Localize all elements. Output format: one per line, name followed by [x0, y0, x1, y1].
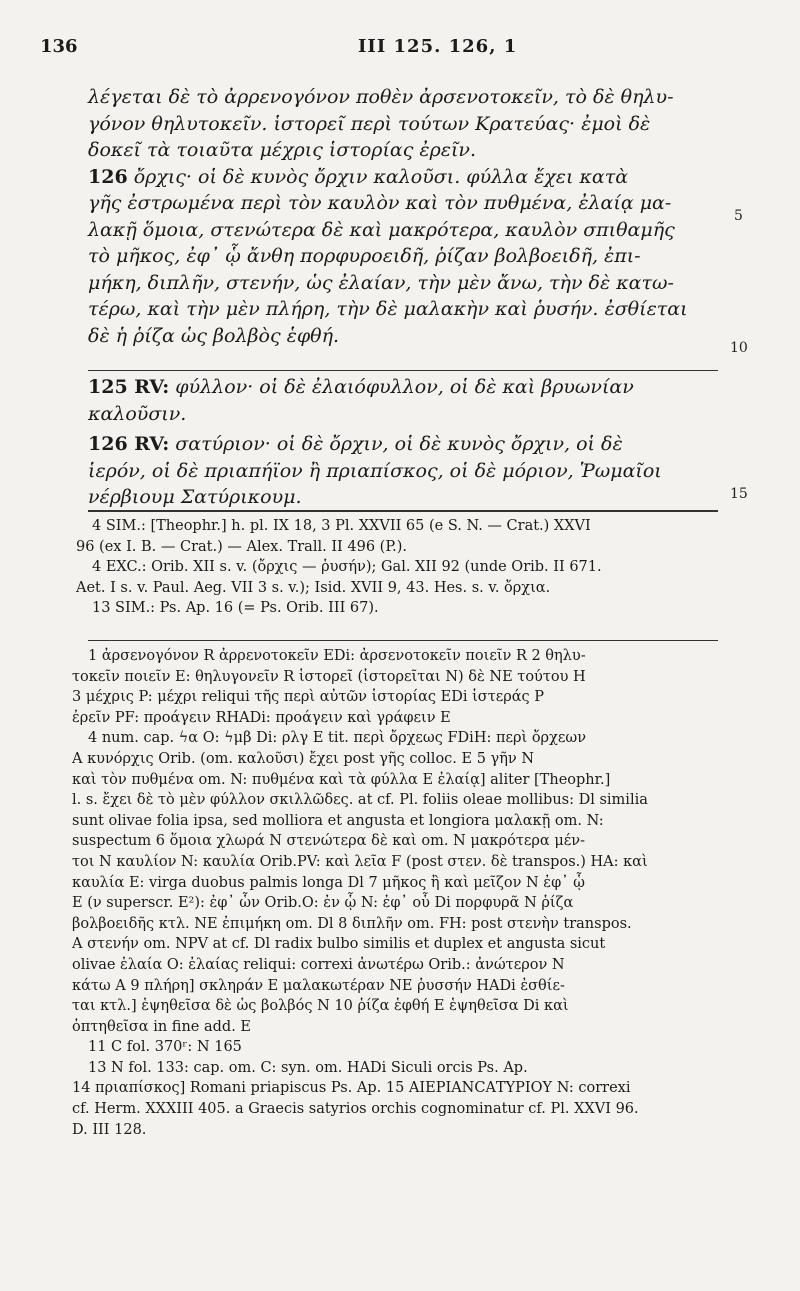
- testimonia-line: 96 (ex I. B. — Crat.) — Alex. Trall. II 496 (P.).: [76, 538, 408, 555]
- apparatus-line: cf. Herm. XXXIII 405. a Graecis satyrios orchis cognominatur cf. Pl. XXVI 96.: [72, 1101, 639, 1118]
- variant-siglum: 126 RV:: [88, 433, 170, 455]
- variant-line: 125 RV: φύλλον· οἱ δὲ ἐλαιόφυλλον, οἱ δὲ καὶ βρυωνίαν: [88, 376, 634, 398]
- apparatus-line: A κυνόρχις Orib. (om. καλοῦσι) ἔχει post γῆς colloc. E 5 γῆν N: [72, 750, 535, 767]
- variant-versions: [88, 374, 728, 511]
- apparatus-line: τοι N καυλίον N: καυλία Orib.PV: καὶ λεῖα F (post στεν. δὲ transpos.) HA: καὶ: [72, 853, 648, 870]
- apparatus-line: κάτω A 9 πλήρη] σκληράν E μαλακωτέραν NE ῥυσσήν HADi ἐσθίε-: [72, 977, 565, 994]
- apparatus-line: καὶ τὸν πυθμένα om. N: πυθμένα καὶ τὰ φύλλα E ἐλαίᾳ] aliter [Theophr.]: [72, 771, 611, 788]
- apparatus-line: D. III 128.: [72, 1121, 147, 1138]
- line-number: 15: [730, 486, 748, 502]
- apparatus-line: A στενήν om. NPV at cf. Dl radix bulbo similis et duplex et angusta sicut: [72, 936, 606, 953]
- main-line: δὲ ἡ ῥίζα ὡς βολβὸς ἑφθή.: [88, 324, 339, 347]
- apparatus-line: 4 num. cap. ϟα O: ϟμβ Di: ρλγ E tit. περὶ ὄρχεως FDiH: περὶ ὄρχεων: [88, 730, 587, 747]
- testimonia-line: 13 SIM.: Ps. Ap. 16 (= Ps. Orib. III 67).: [92, 600, 379, 616]
- apparatus-line: 3 μέχρις P: μέχρι reliqui τῆς περὶ αὐτῶν ἱστορίας EDi ἱστεράς P: [72, 689, 545, 706]
- apparatus-line: suspectum 6 ὅμοια χλωρά N στενώτερα δὲ καὶ om. N μακρότερα μέν-: [72, 833, 585, 850]
- critical-apparatus: [72, 646, 740, 1140]
- apparatus-line: 1 ἀρσενογόνον R ἀρρενοτοκεῖν EDi: ἀρσενοτοκεῖν ποιεῖν R 2 θηλυ-: [88, 648, 586, 664]
- apparatus-line: ὀπτηθεῖσα in fine add. E: [72, 1018, 251, 1035]
- main-line: τὸ μῆκος, ἐφ᾽ ᾧ ἄνθη πορφυροειδῆ, ῥίζαν βολβοειδῆ, ἐπι-: [88, 245, 641, 267]
- variant-line: 126 RV: σατύριον· οἱ δὲ ὄρχιν, οἱ δὲ κυνὸς ὄρχιν, οἱ δὲ: [88, 433, 623, 455]
- line-number: 5: [734, 208, 743, 224]
- apparatus-line: τοκεῖν ποιεῖν E: θηλυγονεῖν R ἱστορεῖ (ἱστορεῖται N) δὲ NE τούτου H: [72, 668, 586, 685]
- main-line: γόνον θηλυτοκεῖν. ἱστορεῖ περὶ τούτων Κρατεύας· ἐμοὶ δὲ: [88, 112, 651, 135]
- main-line: λακῇ ὅμοια, στενώτερα δὲ καὶ μακρότερα, καυλὸν σπιθαμῆς: [88, 218, 675, 241]
- variant-line: ἱερόν, οἱ δὲ πριαπήϊον ἢ πριαπίσκος, οἱ δὲ μόριον, Ῥωμαῖοι: [88, 459, 662, 482]
- apparatus-line: olivae ἐλαία O: ἐλαίας reliqui: correxi ἀνωτέρω Orib.: ἀνώτερον N: [72, 956, 565, 973]
- variant-siglum: 125 RV:: [88, 376, 170, 398]
- line-number: 10: [730, 340, 748, 356]
- page-header: [40, 36, 740, 66]
- section-rule: [88, 510, 718, 512]
- apparatus-line: 14 πριαπίσκος] Romani priapiscus Ps. Ap. 15 ΑΙΕΡΙΑΝCΑΤΥΡΙΟΥ N: correxi: [72, 1080, 631, 1097]
- main-line: δοκεῖ τὰ τοιαῦτα μέχρις ἱστορίας ἐρεῖν.: [88, 139, 477, 161]
- main-line: λέγεται δὲ τὸ ἀρρενογόνον ποθὲν ἀρσενοτοκεῖν, τὸ δὲ θηλυ-: [88, 86, 674, 108]
- apparatus-line: ἐρεῖν PF: προάγειν RHADi: προάγειν καὶ γράφειν E: [72, 709, 451, 726]
- section-rule: [88, 640, 718, 641]
- apparatus-line: βολβοειδῆς κτλ. NE ἐπιμήκη om. Dl 8 διπλῆν om. FH: post στενὴν transpos.: [72, 915, 632, 932]
- variant-line: καλοῦσιν.: [88, 402, 187, 425]
- apparatus-line: sunt olivae folia ipsa, sed molliora et angusta et longiora μαλακῇ om. N:: [72, 812, 604, 829]
- apparatus-line: l. s. ἔχει δὲ τὸ μὲν φύλλον σκιλλῶδες. at cf. Pl. foliis oleae mollibus: Dl similia: [72, 792, 648, 809]
- main-line: μήκη, διπλῆν, στενήν, ὡς ἐλαίαν, τὴν μὲν ἄνω, τὴν δὲ κατω-: [88, 271, 674, 294]
- main-line: 126 ὄρχις· οἱ δὲ κυνὸς ὄρχιν καλοῦσι. φύλλα ἔχει κατὰ: [88, 165, 629, 188]
- page-number: 136: [40, 36, 78, 57]
- section-rule: [88, 370, 718, 371]
- section-number: 126: [88, 165, 128, 188]
- testimonia-line: 4 EXC.: Orib. XII s. v. (ὄρχις — ῥυσήν); Gal. XII 92 (unde Orib. II 671.: [92, 559, 602, 575]
- testimonia-line: Aet. I s. v. Paul. Aeg. VII 3 s. v.); Isid. XVII 9, 43. Hes. s. v. ὄρχια.: [76, 579, 551, 596]
- main-text: [88, 84, 728, 349]
- main-line: τέρω, καὶ τὴν μὲν πλήρη, τὴν δὲ μαλακὴν καὶ ῥυσήν. ἐσθίεται: [88, 298, 688, 320]
- variant-line: νέρβιουμ Σατύρικουμ.: [88, 486, 302, 508]
- apparatus-line: ται κτλ.] ἑψηθεῖσα δὲ ὡς βολβός N 10 ῥίζα ἑφθή E ἑψηθεῖσα Di καὶ: [72, 998, 569, 1015]
- running-head: III 125. 126, 1: [358, 36, 518, 57]
- apparatus-line: καυλία E: virga duobus palmis longa Dl 7 μῆκος ἢ καὶ μεῖζον N ἐφ᾽ ᾧ: [72, 874, 585, 891]
- testimonia: [76, 516, 736, 619]
- apparatus-line: 11 C fol. 370ʳ: N 165: [88, 1039, 242, 1056]
- apparatus-line: E (ν superscr. E²): ἐφ᾽ ὧν Orib.O: ἐν ᾧ N: ἐφ᾽ οὗ Di πορφυρᾶ N ῥίζα: [72, 895, 574, 912]
- apparatus-line: 13 N fol. 133: cap. om. C: syn. om. HADi Siculi orcis Ps. Ap.: [88, 1059, 528, 1076]
- testimonia-line: 4 SIM.: [Theophr.] h. pl. IX 18, 3 Pl. XXVII 65 (e S. N. — Crat.) XXVI: [92, 518, 591, 534]
- main-line: γῆς ἐστρωμένα περὶ τὸν καυλὸν καὶ τὸν πυθμένα, ἐλαίᾳ μα-: [88, 192, 672, 214]
